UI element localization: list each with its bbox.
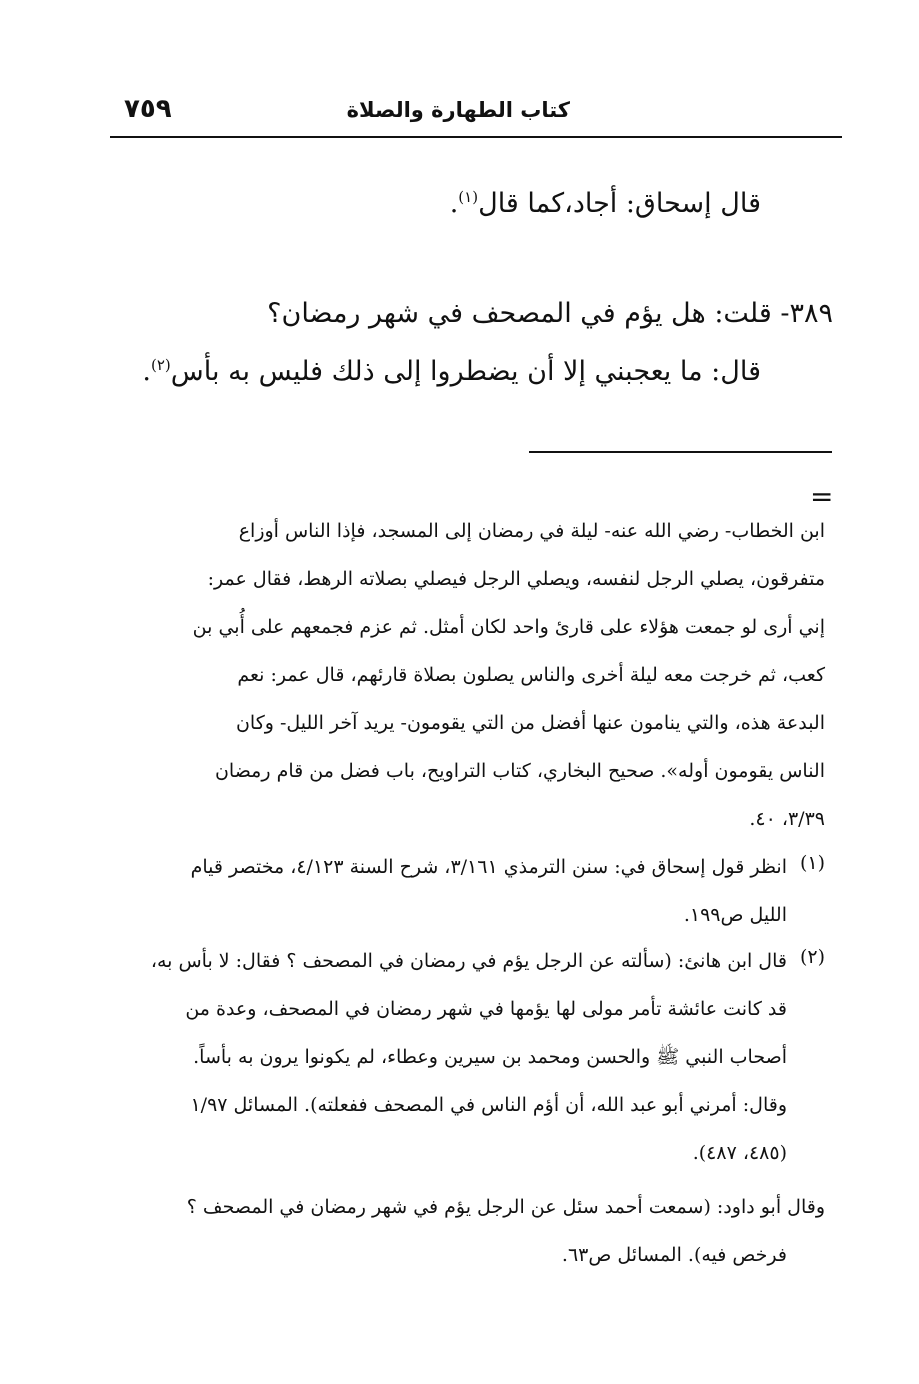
- book-title: كتاب الطهارة والصلاة: [346, 98, 570, 122]
- footnote-1-line: انظر قول إسحاق في: سنن الترمذي ٣/١٦١، شرح السنة ٤/١٢٣، مختصر قيام: [190, 856, 787, 878]
- footnote-2-line: أصحاب النبي ﷺ والحسن ومحمد بن سيرين وعطاء، لم يكونوا يرون به بأساً.: [193, 1046, 787, 1068]
- footnote-number-2: (٢): [799, 946, 825, 968]
- footnote-1-line: الليل ص١٩٩.: [683, 904, 787, 926]
- cont-line: كعب، ثم خرجت معه ليلة أخرى والناس يصلون بصلاة قارئهم، قال عمر: نعم: [237, 664, 825, 686]
- footnote-2-line: (٤٨٥، ٤٨٧).: [692, 1142, 787, 1164]
- footnote-ref-1[interactable]: (١): [458, 188, 479, 206]
- answer-389: قال: ما يعجبني إلا أن يضطروا إلى ذلك فليس به بأس$^{(٢)}$.: [142, 356, 761, 387]
- continuation-mark: =: [810, 480, 834, 513]
- footnote-2-line: وقال: أمرني أبو عبد الله، أن أؤم الناس في المصحف ففعلته). المسائل ١/٩٧: [190, 1094, 787, 1116]
- cont-line: متفرقون، يصلي الرجل لنفسه، ويصلي الرجل فيصلي بصلاته الرهط، فقال عمر:: [207, 568, 825, 590]
- cont-line: إني أرى لو جمعت هؤلاء على قارئ واحد لكان أمثل. ثم عزم فجمعهم على أُبي بن: [192, 616, 825, 638]
- footnote-ref-2[interactable]: (٢): [151, 356, 171, 374]
- page-number: ٧٥٩: [124, 94, 172, 124]
- abu-dawud-line: فرخص فيه). المسائل ص٦٣.: [561, 1244, 787, 1266]
- cont-line: ابن الخطاب- رضي الله عنه- ليلة في رمضان إلى المسجد، فإذا الناس أوزاع: [238, 520, 825, 542]
- footnote-separator: [529, 451, 832, 453]
- footnote-2-line: قد كانت عائشة تأمر مولى لها يؤمها في شهر رمضان في المصحف، وعدة من: [185, 998, 787, 1020]
- ishaq-statement: قال إسحاق: أجاد،كما قال$^{(١)}$.: [449, 188, 761, 219]
- footnote-2-line: قال ابن هانئ: (سألته عن الرجل يؤم في رمضان في المصحف ؟ فقال: لا بأس به،: [150, 950, 787, 972]
- page-header: [110, 92, 842, 138]
- footnote-number-1: (١): [799, 852, 825, 874]
- cont-line: ٣/٣٩، ٤٠.: [749, 808, 825, 830]
- question-389: ٣٨٩- قلت: هل يؤم في المصحف في شهر رمضان؟: [267, 298, 833, 329]
- cont-line: البدعة هذه، والتي ينامون عنها أفضل من التي يقومون- يريد آخر الليل- وكان: [235, 712, 825, 734]
- cont-line: الناس يقومون أوله». صحيح البخاري، كتاب التراويح، باب فضل من قام رمضان: [214, 760, 825, 782]
- abu-dawud-line: وقال أبو داود: (سمعت أحمد سئل عن الرجل يؤم في شهر رمضان في المصحف ؟: [186, 1196, 825, 1218]
